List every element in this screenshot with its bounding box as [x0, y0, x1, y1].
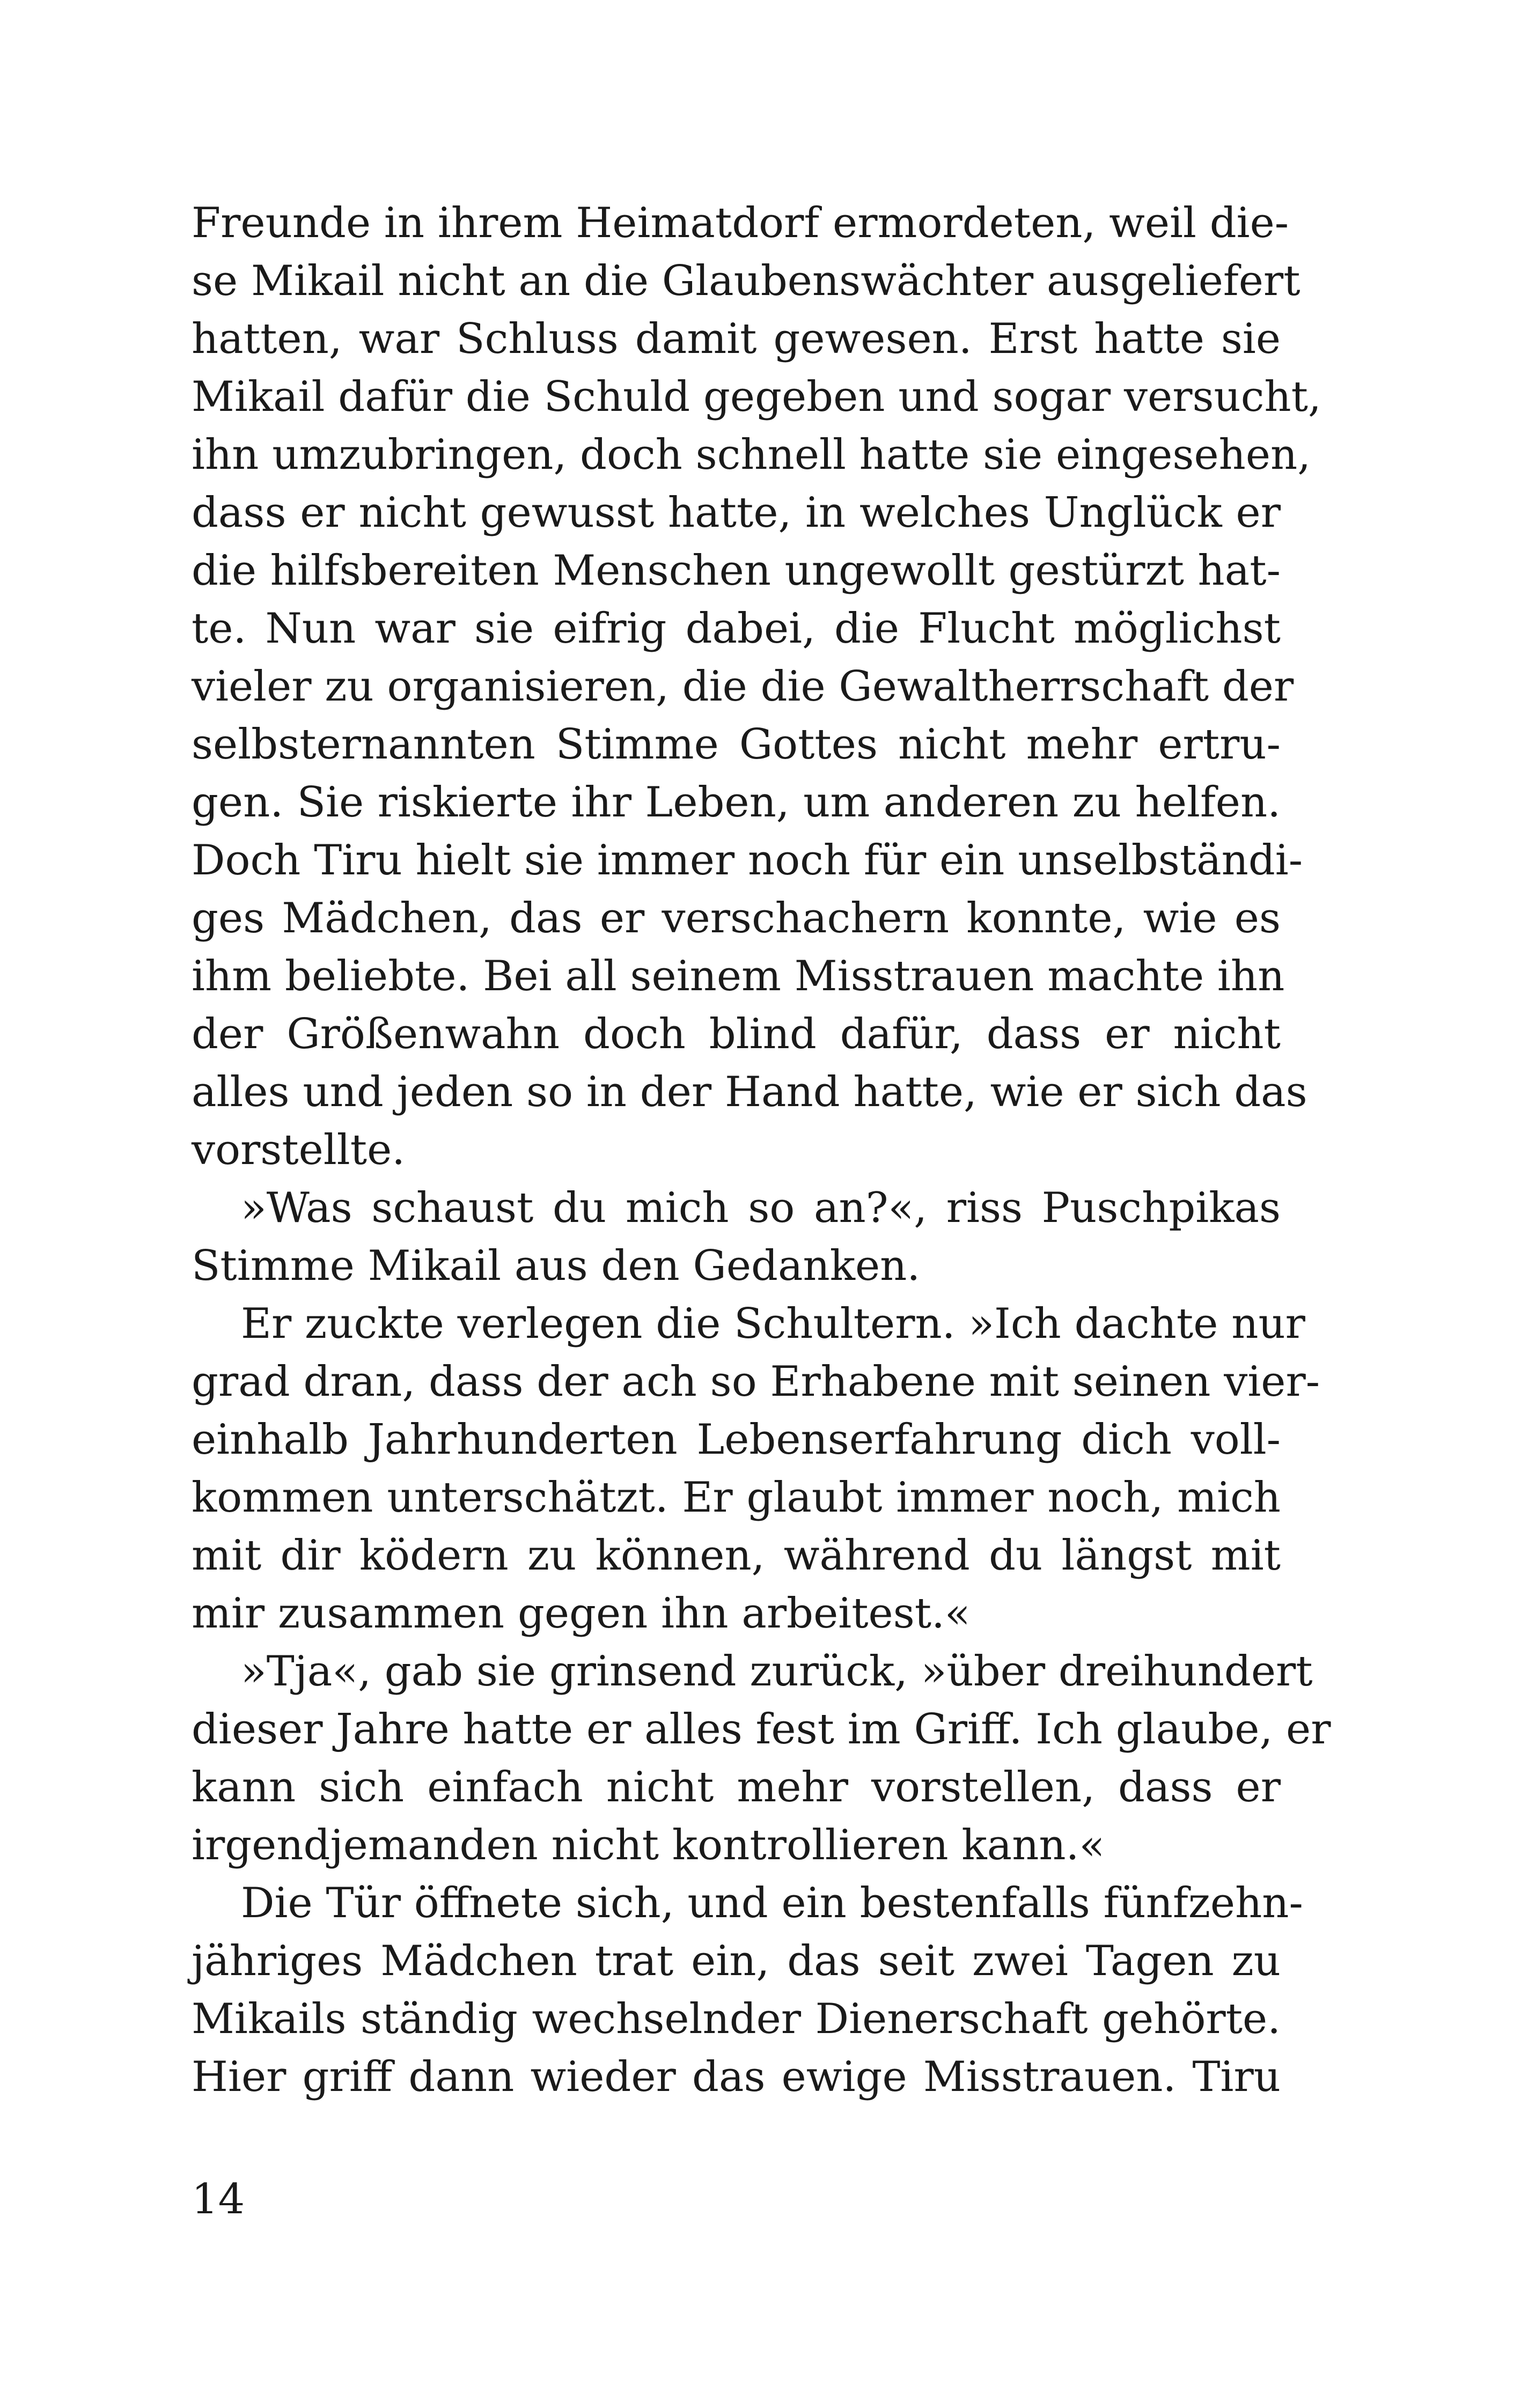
- text-line: vorstellte.: [192, 1126, 406, 1174]
- text-line: dass er nicht gewusst hatte, in welches Unglück er: [192, 489, 1281, 537]
- text-line: gen. Sie riskierte ihr Leben, um anderen zu helfen.: [192, 778, 1281, 827]
- body-text: [192, 194, 1331, 2106]
- text-line: ihn umzubringen, doch schnell hatte sie eingesehen,: [192, 431, 1311, 479]
- text-line: irgendjemanden nicht kontrollieren kann.«: [192, 1821, 1105, 1869]
- text-line: »Tja«, gab sie grinsend zurück, »über dreihundert: [241, 1647, 1313, 1696]
- text-line: kommen unterschätzt. Er glaubt immer noch, mich: [192, 1474, 1281, 1522]
- text-line: Mikails ständig wechselnder Dienerschaft gehörte.: [192, 1995, 1281, 2043]
- text-line: hatten, war Schluss damit gewesen. Erst hatte sie: [192, 315, 1281, 363]
- text-line: Stimme Mikail aus den Gedanken.: [192, 1242, 921, 1290]
- text-line: kann sich einfach nicht mehr vorstellen, dass er: [192, 1763, 1281, 1811]
- text-line: »Was schaust du mich so an?«, riss Puschpikas: [241, 1184, 1281, 1232]
- text-line: Doch Tiru hielt sie immer noch für ein unselbständi-: [192, 836, 1303, 885]
- text-line: Hier griff dann wieder das ewige Misstrauen. Tiru: [192, 2053, 1281, 2101]
- text-line: ges Mädchen, das er verschachern konnte, wie es: [192, 894, 1281, 942]
- text-line: Die Tür öffnete sich, und ein bestenfalls fünfzehn-: [241, 1879, 1303, 1927]
- text-line: Freunde in ihrem Heimatdorf ermordeten, weil die-: [192, 199, 1289, 247]
- text-line: die hilfsbereiten Menschen ungewollt gestürzt hat-: [192, 547, 1281, 595]
- text-line: te. Nun war sie eifrig dabei, die Flucht möglichst: [192, 605, 1281, 653]
- text-line: vieler zu organisieren, die die Gewaltherrschaft der: [192, 662, 1294, 711]
- text-line: se Mikail nicht an die Glaubenswächter ausgeliefert: [192, 257, 1300, 305]
- text-line: jähriges Mädchen trat ein, das seit zwei Tagen zu: [192, 1937, 1281, 1985]
- text-line: dieser Jahre hatte er alles fest im Griff. Ich glaube, er: [192, 1705, 1331, 1754]
- text-line: selbsternannten Stimme Gottes nicht mehr ertru-: [192, 720, 1281, 769]
- text-line: Mikail dafür die Schuld gegeben und sogar versucht,: [192, 373, 1321, 421]
- text-line: alles und jeden so in der Hand hatte, wie er sich das: [192, 1068, 1307, 1116]
- text-line: der Größenwahn doch blind dafür, dass er nicht: [192, 1010, 1281, 1058]
- text-line: einhalb Jahrhunderten Lebenserfahrung dich voll-: [192, 1416, 1281, 1464]
- page-number: 14: [192, 2175, 245, 2223]
- text-line: ihm beliebte. Bei all seinem Misstrauen machte ihn: [192, 952, 1285, 1000]
- text-line: grad dran, dass der ach so Erhabene mit seinen vier-: [192, 1358, 1320, 1406]
- text-line: mit dir ködern zu können, während du längst mit: [192, 1531, 1281, 1580]
- text-line: mir zusammen gegen ihn arbeitest.«: [192, 1589, 971, 1638]
- text-line: Er zuckte verlegen die Schultern. »Ich dachte nur: [241, 1300, 1305, 1348]
